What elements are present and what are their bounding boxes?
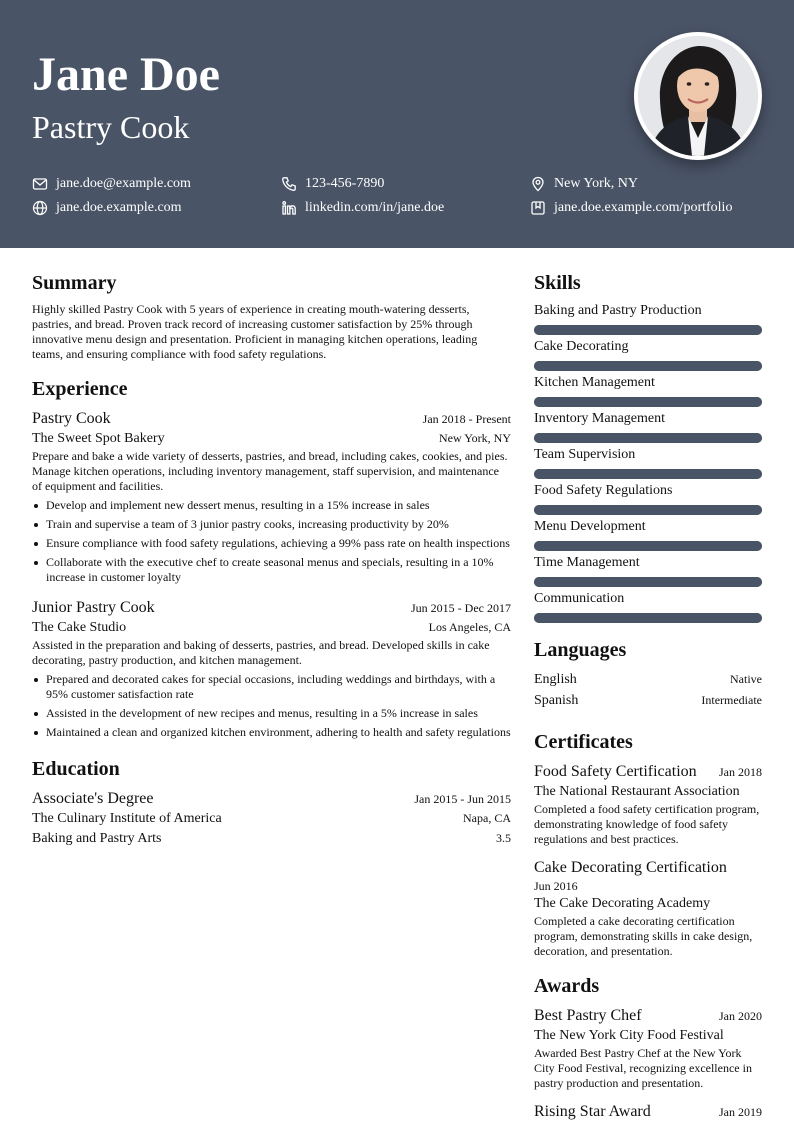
language-item: [534, 690, 762, 711]
resume-header: [0, 0, 794, 248]
skill-level-bar: [534, 541, 762, 551]
job-entry: [32, 597, 511, 740]
person-name: Jane Doe: [32, 48, 220, 101]
linkedin-icon: [281, 200, 297, 216]
skill-level-bar: [534, 361, 762, 371]
education-field: Baking and Pastry Arts: [32, 831, 162, 846]
skill-item: [534, 338, 762, 371]
skill-item: [534, 446, 762, 479]
skill-name: Inventory Management: [534, 411, 666, 426]
summary-heading: Summary: [32, 272, 117, 294]
contact-location-text: New York, NY: [554, 176, 639, 191]
job-role: Junior Pastry Cook: [32, 599, 155, 616]
job-entry: [32, 408, 511, 585]
list-item: Develop and implement new dessert menus, resulting in a 15% increase in sales: [32, 498, 511, 513]
certificates-section: [534, 729, 762, 959]
language-name: Spanish: [534, 693, 579, 708]
skill-level-fill: [534, 541, 762, 551]
skill-level-fill: [534, 397, 762, 407]
location-pin-icon: [530, 176, 546, 192]
skill-name: Team Supervision: [534, 447, 636, 462]
list-item: Prepared and decorated cakes for special occasions, including weddings and birthdays, with a 95% customer satisfaction rate: [32, 672, 511, 702]
education-section: [32, 756, 511, 849]
contact-email-text: jane.doe@example.com: [56, 176, 191, 191]
contact-phone-text: 123-456-7890: [305, 176, 385, 191]
certificates-heading: Certificates: [534, 731, 633, 753]
contact-linkedin-text: linkedin.com/in/jane.doe: [305, 200, 445, 215]
award-date: Jan 2020: [719, 1009, 762, 1023]
mail-icon: [32, 176, 48, 192]
job-location: Los Angeles, CA: [428, 620, 511, 634]
language-level: Native: [730, 672, 762, 686]
list-item: Maintained a clean and organized kitchen environment, adhering to health and safety regulations: [32, 725, 511, 740]
skill-level-bar: [534, 325, 762, 335]
certificate-issuer: The Cake Decorating Academy: [534, 896, 711, 911]
side-column: [534, 270, 762, 1122]
job-company: The Cake Studio: [32, 620, 127, 635]
job-description: Prepare and bake a wide variety of desserts, pastries, and bread, including cakes, cookies, and pies. Manage kitchen operations, including inventory management, staff supervision, and maintenance of equipment and facilities.: [32, 449, 508, 493]
contact-portfolio-text: jane.doe.example.com/portfolio: [554, 200, 733, 215]
experience-heading: Experience: [32, 378, 128, 400]
certificate-issuer: The National Restaurant Association: [534, 784, 740, 799]
phone-icon: [281, 176, 297, 192]
contact-website-text: jane.doe.example.com: [56, 200, 182, 215]
job-role: Pastry Cook: [32, 410, 111, 427]
list-item: Train and supervise a team of 3 junior pastry cooks, increasing productivity by 20%: [32, 517, 511, 532]
skill-level-fill: [534, 361, 762, 371]
list-item: Ensure compliance with food safety regulations, achieving a 99% pass rate on health inspections: [32, 536, 511, 551]
education-gpa: 3.5: [496, 831, 511, 845]
skill-level-bar: [534, 469, 762, 479]
experience-section: [32, 376, 511, 740]
education-location: Napa, CA: [463, 811, 511, 825]
skill-level-fill: [534, 433, 762, 443]
skill-level-bar: [534, 397, 762, 407]
job-company: The Sweet Spot Bakery: [32, 431, 165, 446]
award-description: Awarded Best Pastry Chef at the New York City Food Festival, recognizing excellence in pastry production and presentation.: [534, 1046, 752, 1090]
skill-item: [534, 590, 762, 623]
list-item: Collaborate with the executive chef to create seasonal menus and specials, resulting in a 10% increase in customer loyalty: [32, 555, 511, 585]
skill-level-fill: [534, 325, 762, 335]
education-heading: Education: [32, 758, 120, 780]
skill-name: Communication: [534, 591, 625, 606]
certificate-date: Jun 2016: [534, 879, 578, 893]
contact-linkedin[interactable]: [281, 199, 444, 217]
skill-level-bar: [534, 613, 762, 623]
certificate-description: Completed a cake decorating certification program, demonstrating skills in cake design, decoration, and presentation.: [534, 914, 753, 958]
globe-icon: [32, 200, 48, 216]
languages-section: [534, 637, 762, 711]
skill-name: Time Management: [534, 555, 640, 570]
skill-item: [534, 482, 762, 515]
certificate-item: [534, 761, 762, 847]
summary-text: Highly skilled Pastry Cook with 5 years of experience in creating mouth-watering desserts, pastries, and bread. Proven track record of increasing customer satisfaction by 25% through innovative menu design and presentation. Proficient in managing kitchen operations, leading teams, and ensuring compliance with food safety regulations.: [32, 302, 478, 361]
award-date: Jan 2019: [719, 1105, 762, 1119]
language-name: English: [534, 672, 577, 687]
job-achievements: [32, 672, 511, 740]
awards-section: [534, 973, 762, 1122]
certificate-date: Jan 2018: [719, 765, 762, 779]
job-description: Assisted in the preparation and baking of desserts, pastries, and bread. Developed skills in cake decorating, pastry production, and kitchen management.: [32, 638, 490, 667]
summary-section: [32, 270, 511, 362]
certificate-name: Cake Decorating Certification: [534, 859, 727, 876]
job-location: New York, NY: [438, 431, 511, 445]
skill-name: Kitchen Management: [534, 375, 655, 390]
profile-photo: [634, 32, 762, 160]
list-item: Assisted in the development of new recipes and menus, resulting in a 5% increase in sales: [32, 706, 511, 721]
contact-website[interactable]: [32, 199, 182, 217]
portfolio-icon: [530, 200, 546, 216]
education-dates: Jan 2015 - Jun 2015: [414, 792, 511, 806]
job-achievements: [32, 498, 511, 585]
award-item: [534, 1101, 762, 1122]
education-degree: Associate's Degree: [32, 790, 154, 807]
contact-portfolio[interactable]: [530, 199, 732, 217]
language-item: [534, 669, 762, 690]
certificate-item: [534, 857, 762, 959]
award-issuer: The New York City Food Festival: [534, 1028, 724, 1043]
skill-name: Cake Decorating: [534, 339, 629, 354]
skill-item: [534, 374, 762, 407]
award-name: Rising Star Award: [534, 1103, 651, 1120]
skill-item: [534, 554, 762, 587]
award-item: [534, 1005, 762, 1091]
job-title: Pastry Cook: [32, 109, 190, 145]
education-school: The Culinary Institute of America: [32, 811, 222, 826]
skill-level-bar: [534, 433, 762, 443]
skill-name: Food Safety Regulations: [534, 483, 673, 498]
skill-level-bar: [534, 577, 762, 587]
skill-item: [534, 518, 762, 551]
skills-heading: Skills: [534, 272, 581, 294]
skill-name: Baking and Pastry Production: [534, 303, 702, 318]
skill-item: [534, 410, 762, 443]
skill-name: Menu Development: [534, 519, 646, 534]
award-name: Best Pastry Chef: [534, 1007, 642, 1024]
skill-level-fill: [534, 469, 762, 479]
awards-heading: Awards: [534, 975, 600, 997]
skill-item: [534, 302, 762, 335]
certificate-description: Completed a food safety certification program, demonstrating knowledge of food safety regulations and best practices.: [534, 802, 760, 846]
certificate-name: Food Safety Certification: [534, 763, 697, 780]
languages-heading: Languages: [534, 639, 627, 661]
contact-location: [530, 175, 638, 193]
skills-section: [534, 270, 762, 623]
skill-level-bar: [534, 505, 762, 515]
skill-level-fill: [534, 505, 762, 515]
contact-phone[interactable]: [281, 175, 384, 193]
main-column: [32, 270, 511, 849]
skill-level-fill: [534, 613, 762, 623]
job-dates: Jan 2018 - Present: [422, 412, 511, 426]
language-level: Intermediate: [701, 693, 762, 707]
skill-level-fill: [534, 577, 762, 587]
contact-email[interactable]: [32, 175, 191, 193]
job-dates: Jun 2015 - Dec 2017: [411, 601, 511, 615]
